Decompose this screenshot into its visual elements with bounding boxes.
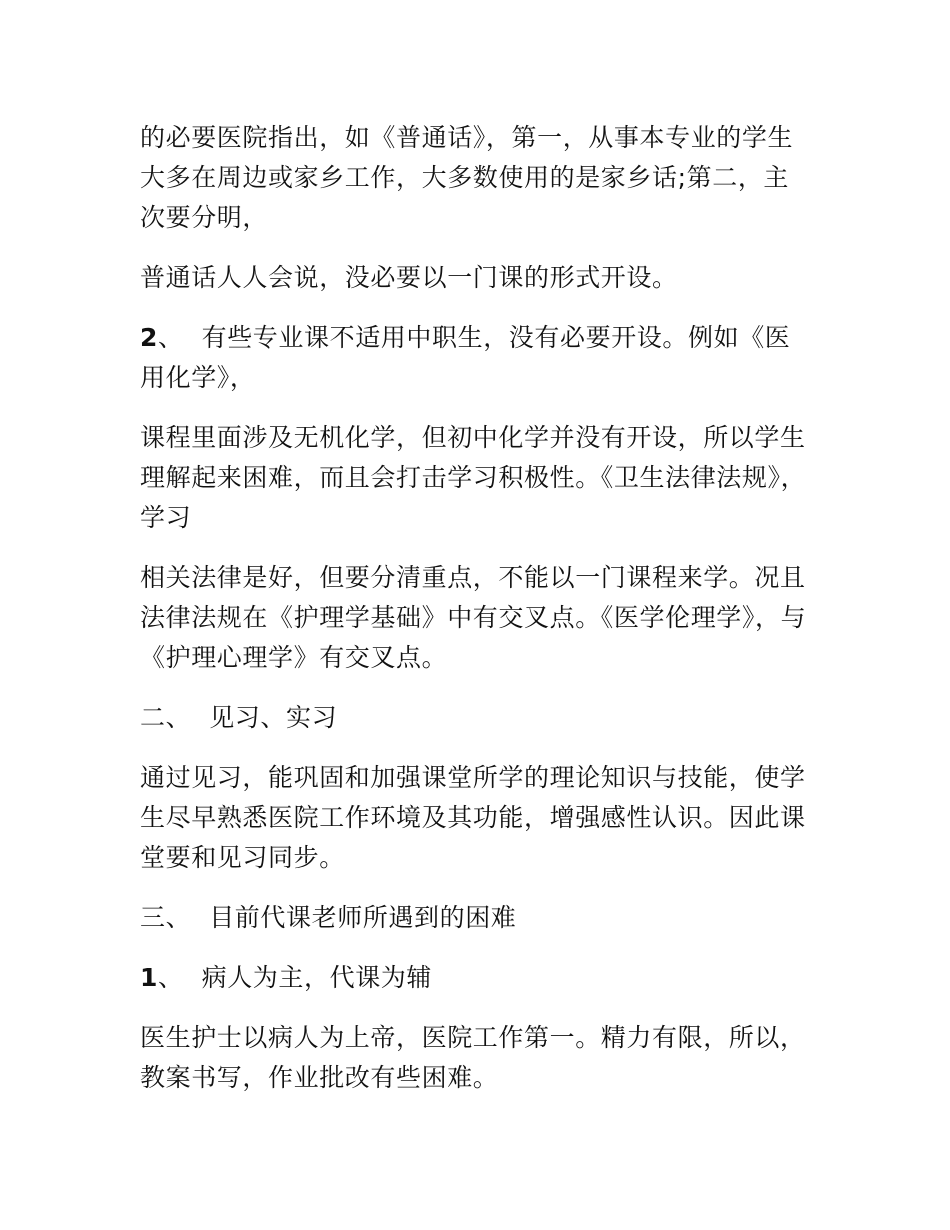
list-item-2	[140, 318, 810, 398]
list-item-text: 有些专业课不适用中职生，没有必要开设。例如《医用化学》，	[140, 323, 791, 392]
paragraph-putonghua	[140, 258, 810, 298]
section-number: 三、	[140, 903, 192, 932]
section-title: 见习、实习	[209, 703, 338, 732]
paragraph-text: 通过见习，能巩固和加强课堂所学的理论知识与技能，使学生尽早熟悉医院工作环境及其功能，增强感性认识。因此课堂要和见习同步。	[140, 763, 806, 872]
list-number: 1	[140, 963, 158, 992]
section-title: 目前代课老师所遇到的困难	[209, 903, 517, 932]
list-item-text: 病人为主，代课为辅	[201, 963, 433, 992]
paragraph-intro-continued	[140, 118, 810, 238]
section-heading-2	[140, 698, 810, 738]
list-separator: 、	[158, 323, 184, 352]
list-number: 2	[140, 323, 158, 352]
paragraph-text: 医生护士以病人为上帝，医院工作第一。精力有限，所以，教案书写，作业批改有些困难。	[140, 1023, 806, 1092]
section-heading-3	[140, 898, 810, 938]
paragraph-law	[140, 558, 810, 678]
list-item-1	[140, 958, 810, 998]
paragraph-chemistry	[140, 418, 810, 538]
paragraph-text: 课程里面涉及无机化学，但初中化学并没有开设，所以学生理解起来困难，而且会打击学习积极性。《卫生法律法规》，学习	[140, 423, 807, 532]
paragraph-text: 相关法律是好，但要分清重点，不能以一门课程来学。况且法律法规在《护理学基础》中有交叉点。《医学伦理学》，与《护理心理学》有交叉点。	[140, 563, 807, 672]
section-number: 二、	[140, 703, 192, 732]
paragraph-text: 的必要医院指出，如《普通话》，第一，从事本专业的学生大多在周边或家乡工作，大多数使用的是家乡话;第二，主次要分明，	[140, 123, 794, 232]
paragraph-text: 普通话人人会说，没必要以一门课的形式开设。	[140, 263, 678, 292]
paragraph-doctors	[140, 1018, 810, 1098]
paragraph-internship	[140, 758, 810, 878]
list-separator: 、	[158, 963, 184, 992]
